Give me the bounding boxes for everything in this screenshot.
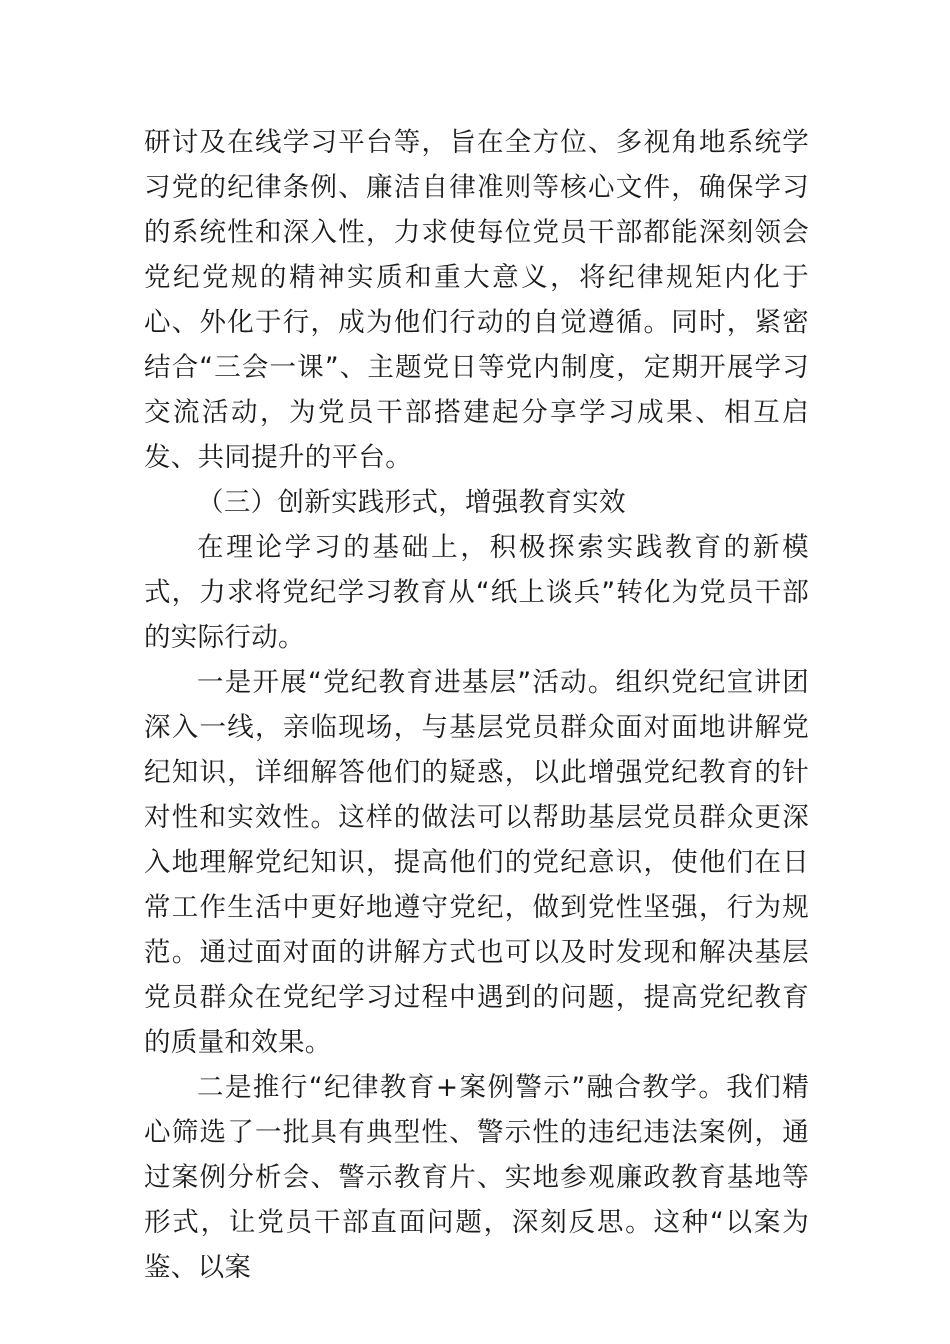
section-heading: （三）创新实践形式，增强教育实效 (197, 487, 626, 518)
paragraph-intro: 在理论学习的基础上，积极探索实践教育的新模式，力求将党纪学习教育从“纸上谈兵”转化为党员干部的实际行动。 (144, 532, 809, 653)
paragraph-continued: 研讨及在线学习平台等，旨在全方位、多视角地系统学习党的纪律条例、廉洁自律准则等核心文件，确保学习的系统性和深入性，力求使每位党员干部都能深刻领会党纪党规的精神实质和重大意义，将纪律规矩内化于心、外化于行，成为他们行动的自觉遵循。同时，紧密结合“三会一课”、主题党日等党内制度，定期开展学习交流活动，为党员干部搭建起分享学习成果、相互启发、共同提升的平台。 (144, 127, 809, 473)
paragraph-item-two: 二是推行“纪律教育+案例警示”融合教学。我们精心筛选了一批具有典型性、警示性的违纪违法案例，通过案例分析会、警示教育片、实地参观廉政教育基地等形式，让党员干部直面问题，深刻反思。这种“以案为鉴、以案 (144, 1072, 809, 1283)
document-body (144, 120, 809, 1290)
paragraph-item-one: 一是开展“党纪教育进基层”活动。组织党纪宣讲团深入一线，亲临现场，与基层党员群众面对面地讲解党纪知识，详细解答他们的疑惑，以此增强党纪教育的针对性和实效性。这样的做法可以帮助基层党员群众更深入地理解党纪知识，提高他们的党纪意识，使他们在日常工作生活中更好地遵守党纪，做到党性坚强，行为规范。通过面对面的讲解方式也可以及时发现和解决基层党员群众在党纪学习过程中遇到的问题，提高党纪教育的质量和效果。 (144, 667, 809, 1058)
